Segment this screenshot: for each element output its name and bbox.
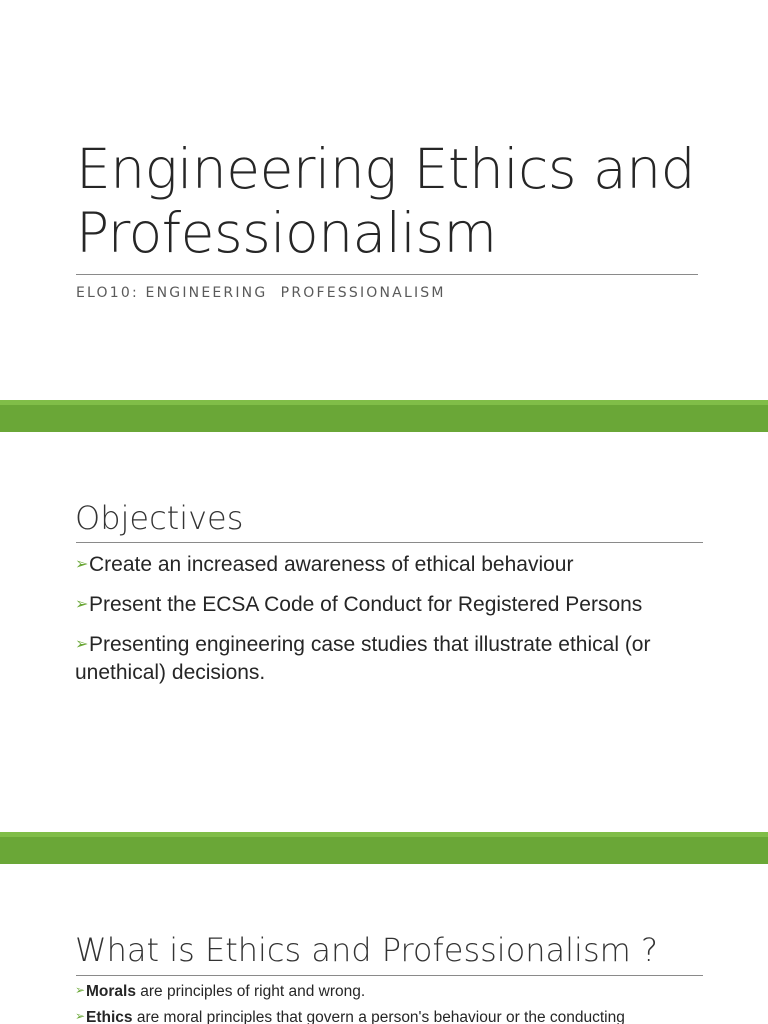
arrow-bullet-icon: ➢ xyxy=(75,554,89,573)
definition-term: Morals xyxy=(86,983,136,1000)
title-line-2: Professionalism xyxy=(76,201,497,265)
ethics-divider-line xyxy=(76,975,703,976)
definition-text: are moral principles that govern a person's behaviour or the conducting xyxy=(132,1009,625,1024)
definition-term: Ethics xyxy=(86,1009,133,1024)
list-item xyxy=(75,551,715,579)
definition-text: are principles of right and wrong. xyxy=(135,983,366,1000)
title-slide xyxy=(0,0,768,400)
title-divider-line xyxy=(76,274,698,275)
slide-separator-band xyxy=(0,400,768,432)
arrow-bullet-icon: ➢ xyxy=(75,594,89,613)
slide-separator-band xyxy=(0,832,768,864)
objectives-heading: Objectives xyxy=(75,499,244,537)
definitions-list xyxy=(75,982,715,1024)
objective-text: Create an increased awareness of ethical behaviour xyxy=(89,553,574,576)
ethics-heading: What is Ethics and Professionalism ? xyxy=(75,931,658,969)
presentation-subtitle: ELO10: ENGINEERING PROFESSIONALISM xyxy=(76,285,446,301)
arrow-bullet-icon: ➢ xyxy=(75,983,86,997)
arrow-bullet-icon: ➢ xyxy=(75,1009,86,1023)
list-item xyxy=(75,982,715,1002)
title-line-1: Engineering Ethics and xyxy=(76,137,695,201)
objective-text: Presenting engineering case studies that illustrate ethical (or unethical) decisions. xyxy=(75,633,651,684)
list-item xyxy=(75,591,715,619)
objectives-list xyxy=(75,551,715,698)
presentation-title xyxy=(76,137,695,265)
objectives-divider-line xyxy=(76,542,703,543)
arrow-bullet-icon: ➢ xyxy=(75,634,89,653)
list-item xyxy=(75,631,715,686)
objective-text: Present the ECSA Code of Conduct for Registered Persons xyxy=(89,593,643,616)
list-item xyxy=(75,1008,715,1024)
